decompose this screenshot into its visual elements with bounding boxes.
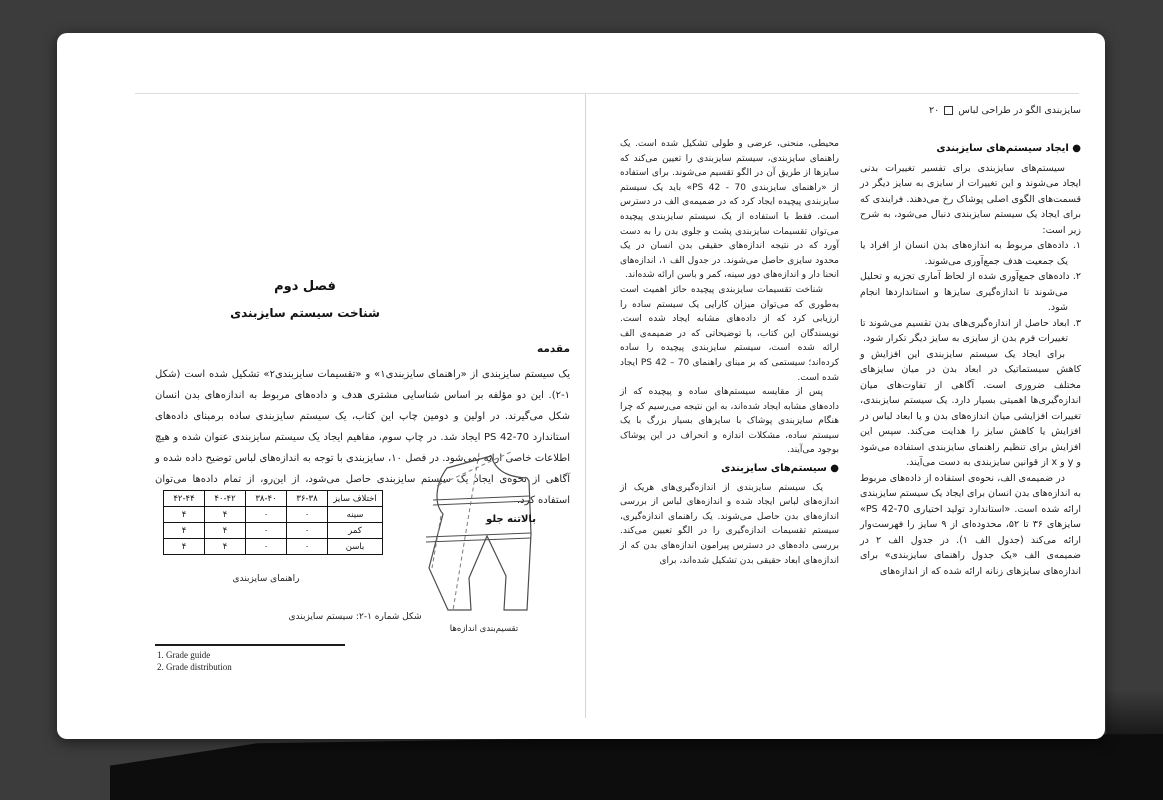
grade-guide-table [163, 490, 383, 555]
paragraph: محیطی، منحنی، عرضی و طولی تشکیل شده است. یک راهنمای سایزبندی، سیستم سایزبندی را تعیین می‌کند که سایزها از طریق آن در الگو تقسیم می‌شوند. برای استفاده از «راهنمای سایزبندی PS 42 - 70» باید یک سیستم سایزبندی پیچیده ایجاد کرد که در ضمیمه‌ی الف در دسترس است. فقط با استفاده از یک سیستم سایزبندی پیچیده می‌توان تقسیمات سایزبندی پشت و جلوی بدن را به دست آورد که در نتیجه اندازه‌های حقیقی بدن انسان در یک محدود سایزی حاصل می‌شوند. در جدول الف ۱، اندازه‌های انحنا دار و اندازه‌های دور سینه، کمر و باسن ارائه شده‌اند. [620, 139, 839, 281]
numbered-list-item: ۲. داده‌های جمع‌آوری شده از لحاظ آماری تجزیه و تحلیل می‌شوند تا اندازه‌گیری سایزها و استانداردها انجام شود. [860, 271, 1081, 313]
table-header-cell: ۴۰-۴۲ [205, 491, 246, 507]
row-label: کمر [328, 523, 383, 539]
pattern-sketch-figure [393, 448, 575, 620]
square-outline-icon [944, 106, 953, 115]
numbered-list-item: ۳. ابعاد حاصل از اندازه‌گیری‌های بدن تقسیم می‌شوند تا تغییرات فرم بدن از سایزی به سایز دیگر تکرار شود. [860, 317, 1081, 344]
table-row [164, 507, 383, 523]
sketch-caption: تقسیم‌بندی اندازه‌ها [449, 624, 519, 634]
table-header-row [164, 491, 383, 507]
section-heading-sizing-systems: ● سیستم‌های سایزبندی [721, 463, 839, 475]
table-cell: ۰ [287, 507, 328, 523]
paragraph: شناخت تقسیمات سایزبندی پیچیده حائز اهمیت است به‌طوری که می‌توان میزان کارایی یک سیستم ساده را ارزیابی کرد که از داده‌های مشابه ایجاد شده است. نویسندگان این کتاب، با توضیحاتی که در ضمیمه‌ی الف ارائه شده است، سیستم سایزبندی پیچیده را ساده کرده‌اند؛ سیستمی که بر مبنای راهنمای PS 42 – 70 ایجاد شده است. [620, 284, 839, 383]
footnote-1: 1. Grade guide [157, 650, 211, 660]
table-caption: راهنمای سایزبندی [232, 574, 300, 584]
chest-line [433, 496, 530, 505]
row-label: سینه [328, 507, 383, 523]
table-row [164, 523, 383, 539]
table-cell: ۴ [205, 507, 246, 523]
table-header-cell: ۳۸-۴۰ [246, 491, 287, 507]
book-title: سایزبندی الگو در طراحی لباس [958, 104, 1081, 116]
table-cell: ۰ [287, 523, 328, 539]
footnote-divider [155, 644, 345, 646]
document-page-spread [57, 33, 1105, 739]
paragraph: یک سیستم سایزبندی از اندازه‌گیری‌های هریک از اندازه‌های لباس ایجاد شده و اندازه‌های لباس از بررسی اندازه‌های بدن حاصل می‌شوند. یک راهنمای اندازه‌گیری، سیستم تقسیمات اندازه‌گیری را در الگو تعیین می‌کند. بررسی داده‌های در دسترس پیرامون اندازه‌های بدن که از اندازه‌های ابعاد حقیقی بدن تشکیل شده‌اند، برای [620, 482, 839, 566]
footnote-2: 2. Grade distribution [157, 661, 232, 672]
table-row [164, 539, 383, 555]
row-label: باسن [328, 539, 383, 555]
table-cell: ۴ [164, 539, 205, 555]
hip-line [426, 533, 531, 542]
table-cell: ۰ [246, 523, 287, 539]
paragraph: سیستم‌های سایزبندی برای تفسیر تغییرات بدنی ایجاد می‌شوند و این تغییرات از سایزی به سایز دیگر در قسمت‌های الگوی اصلی پوشاک رخ می‌دهند. فرایندی که برای ایجاد یک سیستم سایزبندی دنبال می‌شود، به شرح زیر است: [860, 162, 1081, 236]
page-right-shadow [1106, 690, 1163, 800]
section-heading-creating-sizing-systems: ● ایجاد سیستم‌های سایزبندی [936, 143, 1081, 154]
chapter-title: شناخت سیستم سایزبندی [230, 306, 380, 320]
bodice-front-label: بالاتنه جلو [486, 514, 536, 525]
right-page-inner-column [620, 137, 839, 568]
diagonal-dashed-line [437, 451, 513, 486]
paragraph: پس از مقایسه سیستم‌های ساده و پیچیده که از داده‌های مشابه ایجاد شده‌اند، به این نتیجه می‌رسیم که چرا هنگام سایزبندی پوشاک با سایزهای بسیار بزرگ با یک سیستم ساده، مشکلات اندازه و انحراف در این پوشاک بوجود می‌آیند. [620, 387, 839, 456]
table-cell: ۰ [287, 539, 328, 555]
table-cell: ۴ [164, 507, 205, 523]
running-header [620, 103, 1081, 117]
table-header-cell: ۴۲-۴۴ [164, 491, 205, 507]
paragraph: برای ایجاد یک سیستم سایزبندی این افزایش و کاهش سیستماتیک در ابعاد بدن در میان سایزهای مختلف ضروری است. آگاهی از تفاوت‌های میان اندازه‌گیری‌ها اهمیتی بسیار دارد. یک سیستم سایزبندی، تغییرات افزایشی میان اندازه‌های بدن و یا ابعاد لباس در افزایش یا کاهش سایز را هدایت می‌کند. سپس این افزایش برای تنظیم راهنمای سایزبندی استفاده می‌شود و y و x از قوانین سایزبندی به دست می‌آیند. [860, 348, 1081, 468]
table-cell: ۴ [164, 523, 205, 539]
paragraph: در ضمیمه‌ی الف، نحوه‌ی استفاده از داده‌های مربوط به اندازه‌های بدن انسان برای ایجاد یک سیستم سایزبندی ارائه شده است. «استاندارد تولید اختیاری PS 42-70» سایزهای ۳۶ تا ۵۲، محدوده‌ای از ۹ سایز را فهرست‌وار ارائه می‌کند (جدول الف ۱). در جدول الف ۲ در ضمیمه‌ی الف «یک جدول راهنمای سایزبندی» برای اندازه‌های سایزهای زنانه ارائه شده که از اندازه‌های [860, 472, 1082, 577]
figure-number-caption: شکل شماره ۱-۲: سیستم سایزبندی [288, 612, 422, 622]
chapter-number: فصل دوم [274, 279, 336, 294]
right-page-outer-column [860, 137, 1081, 579]
pattern-outline [429, 456, 531, 610]
footnotes [157, 650, 232, 673]
table-cell: ۴ [205, 523, 246, 539]
table-cell: ۰ [246, 539, 287, 555]
intro-paragraph: یک سیستم سایزبندی از «راهنمای سایزبندی۱» و «تقسیمات سایزبندی۲» تشکیل شده است (شکل ۱-۲). این دو مؤلفه بر اساس شناسایی مشتری هدف و داده‌های مربوط به اندازه‌های بدن انسان شکل می‌گیرند. در اولین و دومین چاپ این کتاب، یک سیستم سایزبندی ساده برمبنای داده‌های استاندارد PS 42-70 ایجاد شد. در چاپ سوم، مفاهیم ایجاد یک سیستم سایزبندی عنوان شده و هیچ اطلاعات خاصی ارائه نمی‌شود. در فصل ۱۰، سایزبندی با توجه به اندازه‌های لباس توضیح داده شده و آگاهی از نحوه‌ی ایجاد یک سیستم سایزبندی حاصل می‌شود، از این‌رو، از تمام داده‌ها می‌توان استفاده کرد. [155, 369, 571, 506]
table-header-cell: اختلاف سایز [328, 491, 383, 507]
table-cell: ۰ [246, 507, 287, 523]
page-divider [585, 93, 586, 718]
left-page [155, 93, 570, 733]
table-header-cell: ۳۶-۳۸ [287, 491, 328, 507]
table-cell: ۴ [205, 539, 246, 555]
intro-heading: مقدمه [537, 343, 570, 355]
page-bottom-shadow [110, 734, 1163, 800]
numbered-list-item: ۱. داده‌های مربوط به اندازه‌های بدن انسان از افراد یا یک جمعیت هدف جمع‌آوری می‌شوند. [860, 240, 1081, 267]
page-number: ۲۰ [929, 104, 940, 116]
